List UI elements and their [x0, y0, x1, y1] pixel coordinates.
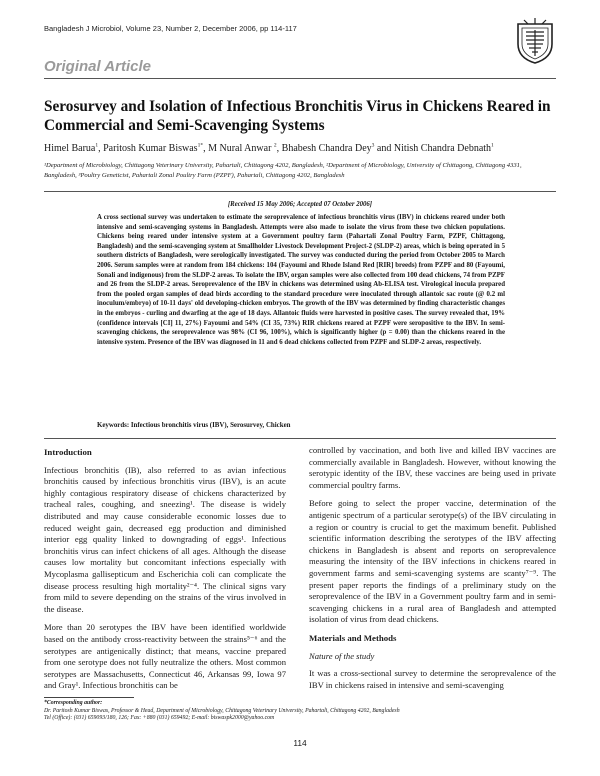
article-title: Serosurvey and Isolation of Infectious Bronchitis Virus in Chickens Reared in Commercial and Semi-Scavenging Systems — [44, 98, 551, 134]
paragraph: Infectious bronchitis (IB), also referred to as avian infectious bronchitis caused by infectious bronchitis virus (IBV), is an acute highly contagious respiratory disease of chickens characterized by tracheal rales, coughing, and sneezing¹. The disease is widely distributed and may cause considerable economic losses due to reduced weight gain, decreased egg production and diminished interior egg quality linked to downgrading of eggs¹. Infectious bronchitis virus can infect chickens of all ages. Although the disease causes low mortality but concomitant infections especially with Mycoplasma gallisepticum and Escherichia coli can complicate the disease process resulting high mortality²⁻⁴. The clinical signs vary from mild to severe depending on the strains of the virus involved in the disease. — [44, 464, 286, 614]
footnote-text: Dr. Paritosh Kumar Biswas, Professor & Head, Department of Microbiology, Chittagong Veterinary University, Pahartali, Chittagong 4202, Bangladesh — [44, 707, 400, 714]
university-seal-logo — [514, 18, 556, 64]
body-column-left — [44, 447, 286, 699]
paragraph: Before going to select the proper vaccine, determination of the antigenic spectrum of a particular serotype(s) of the IBV circulating in a region or country is crucial to get the maximum benefit. Published scientific information describing the serotypes of the IBV affecting chickens in Bangladesh is absent and reports on seroprevalence measuring the intensity of the IBV infections in chickens reared in government farms and semi-scavenging systems are scanty⁷⁻⁹. The present paper reports the findings of a preliminary study on the seroprevalence of the IBV in a Government poultry farm and in semi-scavenging chickens in a rural area of Bangladesh and attempted isolation of virus from dead chickens. — [309, 498, 556, 625]
keywords: Keywords: Infectious bronchitis virus (IBV), Serosurvey, Chicken — [97, 422, 291, 429]
received-dates: [Received 15 May 2006; Accepted 07 October 2006] — [227, 201, 373, 208]
footnote-rule — [44, 697, 134, 698]
corresponding-author-footnote — [44, 700, 556, 723]
author-name: Himel Barua — [44, 143, 96, 154]
author-name: Bhabesh Chandra Dey — [281, 143, 372, 154]
introduction-heading: Introduction — [44, 447, 92, 457]
journal-citation: Bangladesh J Microbiol, Volume 23, Number 2, December 2006, pp 114-117 — [44, 24, 297, 33]
author-affiliations: ¹Department of Microbiology, Chittagong Veterinary University, Pahartali, Chittagong 4202, Bangladesh, ²Department of Microbiology, University of Chittagong, Chittagong 4331, Bangladesh, ³Poultry Geneticist, Pahartali Zonal Poultry Farm (PZPF), Pahartali, Chittagong 4202, Bangladesh — [44, 162, 522, 179]
footnote-contact: Tel (Office): (031) 659093/180, 126; Fax: +880 (031) 659492; E-mail: biswaspk2000@yahoo.com — [44, 715, 275, 722]
body-column-right — [309, 445, 556, 698]
paragraph: It was a cross-sectional survey to determine the seroprevalence of the IBV in chickens raised in intensive and semi-scavenging — [309, 668, 556, 690]
section-label: Original Article — [44, 58, 151, 75]
author-affiliation-mark: 3 — [371, 142, 375, 149]
paragraph: More than 20 serotypes the IBV have been identified worldwide based on the antibody cross-reactivity between the strains⁵⁻⁶ and the serotypes are antigenically distinct; that means, vaccine prepared from one serotype does not fully neutralize the others. Most common serotypes are Massachusetts, Connecticut 46, Arkansas 99, Iowa 97 and Gray¹. Infectious bronchitis can be — [44, 622, 286, 691]
author-name: M Nural Anwar — [208, 143, 272, 154]
author-affiliation-mark: 1 — [95, 142, 99, 149]
author-affiliation-mark: 2 — [273, 142, 277, 149]
abstract-rule — [44, 438, 556, 439]
author-affiliation-mark: 1 — [491, 142, 494, 149]
methods-subheading: Nature of the study — [309, 650, 375, 661]
author-name: Paritosh Kumar Biswas — [103, 143, 198, 154]
abstract: A cross sectional survey was undertaken to estimate the seroprevalence of infectious bronchitis virus (IBV) in chickens reared under both intensive and semi-scavenging systems in Bangladesh. Attempts were also made to isolate the virus from these two chicken populations. Chickens being reared under intensive system at a Government poultry farm (Pahartali Zonal Poultry Farm, PZPF, Chittagong, Bangladesh) and the semi-scavenging system at Smallholder Livestock Development Project-2 (SLDP-2) areas, which is being operated in 5 southern districts of Bangladesh, were serologically investigated. The survey was conducted during the period from October 2005 to March 2006. Serum samples were at random from 184 chickens: 104 (Fayoumi and Rhode Island Red [RIR] breeds) from PZPF and 80 (Fayoumi, Sonali and indigenous) from the SLDP-2 areas. To isolate the IBV, organ samples were also collected from 100 dead chickens, 74 from PZPF and 26 from the SLDP-2 areas. Seroprevalence of the IBV in chickens was determined using Ab-ELISA test. Virological inocula prepared from the pooled organ samples of dead birds according to the standard procedure were inoculated through allantoic sac route (@ 0.2 ml inoculum/embryo) of 10-11 days' old developing-chicken embryos. The growth of the IBV was determined by finding characteristic changes in the embryos - curling and dwarfing at the age of 18 days. Allantoic fluids were harvested in positive cases. The survey revealed that, 19% (confidence intervals [CI] 11, 27%) Fayoumi and 54% (CI 35, 73%) RIR chickens reared at PZPF were seropositive to the IBV. In semi-scavenging chickens, the seroprevalence was 98% (CI 96, 100%), which is significantly higher (p = 0.00) than the chickens reared in the intensive system. Presence of the IBV was diagnosed in 11 and 6 dead chickens collected from PZPF and SLDP-2 areas, respectively. — [97, 214, 505, 346]
methods-heading: Materials and Methods — [309, 632, 397, 643]
author-name: Nitish Chandra Debnath — [393, 143, 492, 154]
header-rule — [44, 78, 556, 79]
author-affiliation-mark: 1* — [197, 142, 204, 149]
paragraph: controlled by vaccination, and both live and killed IBV vaccines are commercially available in Bangladesh. However, without knowing the serotypic identity of the IBV, these vaccines are being used in private commercial poultry farms. — [309, 445, 556, 490]
affiliation-rule — [44, 191, 556, 192]
page-number: 114 — [293, 738, 307, 748]
footnote-label: *Corresponding author: — [44, 700, 103, 706]
author-list: Himel Barua$^1$, Paritosh Kumar Biswas$^{1*}$, M Nural Anwar $^2$, Bhabesh Chandra Dey$^3$ and Nitish Chandra Debnath$^1$ — [44, 142, 494, 154]
